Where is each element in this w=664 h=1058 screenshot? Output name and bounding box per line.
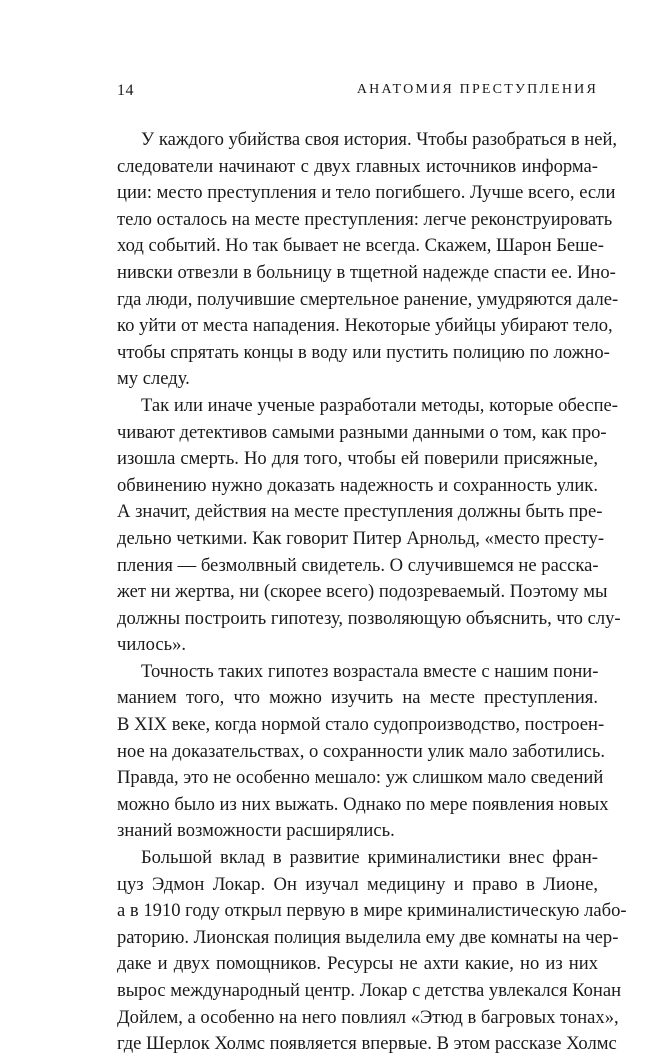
text-line: а в 1910 году открыл первую в мире криминалистическую лабо-	[117, 900, 627, 922]
text-line: манием того, что можно изучить на месте преступления.	[117, 687, 598, 709]
text-line: ко уйти от места нападения. Некоторые убийцы убирают тело,	[117, 315, 613, 337]
text-line: чтобы спрятать концы в воду или пустить полицию по ложно-	[117, 341, 610, 363]
text-line: му следу.	[117, 368, 190, 390]
text-line: чилось».	[117, 634, 187, 656]
text-line: гда люди, получившие смертельное ранение, умудряются дале-	[117, 288, 619, 310]
text-line: цуз Эдмон Локар. Он изучал медицину и право в Лионе,	[117, 873, 598, 895]
text-line: Большой вклад в развитие криминалистики внес фран-	[141, 847, 598, 869]
text-line: дельно четкими. Как говорит Питер Арнольд, «место престу-	[117, 527, 605, 549]
text-line: можно было из них выжать. Однако по мере появления новых	[117, 793, 609, 815]
text-line: знаний возможности расширялись.	[117, 820, 395, 842]
book-title: АНАТОМИЯ ПРЕСТУПЛЕНИЯ	[356, 82, 598, 97]
text-line: ход событий. Но так бывает не всегда. Скажем, Шарон Беше-	[117, 235, 604, 257]
text-line: А значит, действия на месте преступления должны быть пре-	[117, 501, 603, 523]
text-line: обвинению нужно доказать надежность и сохранность улик.	[117, 474, 598, 496]
page-number: 14	[117, 82, 134, 99]
text-line: В XIX веке, когда нормой стало судопроизводство, построен-	[117, 714, 605, 736]
text-line: У каждого убийства своя история. Чтобы разобраться в ней,	[141, 129, 618, 150]
text-line: раторию. Лионская полиция выделила ему две комнаты на чер-	[117, 926, 619, 948]
text-line: ции: место преступления и тело погибшего. Лучше всего, если	[117, 182, 616, 204]
text-line: пления — безмолвный свидетель. О случившемся не расска-	[117, 554, 599, 576]
text-line: изошла смерть. Но для того, чтобы ей поверили присяжные,	[117, 448, 598, 470]
text-line: даке и двух помощников. Ресурсы не ахти какие, но из них	[117, 953, 598, 975]
text-line: Дойлем, а особенно на него повлиял «Этюд в багровых тонах»,	[117, 1006, 619, 1028]
text-line: должны построить гипотезу, позволяющую объяснить, что слу-	[117, 607, 621, 629]
paragraph	[117, 393, 621, 659]
text-line: Правда, это не особенно мешало: уж слишком мало сведений	[117, 767, 604, 789]
paragraph	[117, 845, 627, 1058]
text-line: следователи начинают с двух главных источников информа-	[117, 155, 598, 177]
paragraph	[117, 659, 609, 845]
running-header	[117, 82, 598, 106]
text-line: тело осталось на месте преступления: легче реконструировать	[117, 208, 613, 230]
text-line: нивски отвезли в больницу в тщетной надежде спасти ее. Ино-	[117, 261, 616, 283]
text-line: где Шерлок Холмс появляется впервые. В этом рассказе Холмс	[117, 1033, 617, 1055]
text-line: жет ни жертва, ни (скорее всего) подозреваемый. Поэтому мы	[117, 581, 608, 603]
body-text	[117, 127, 627, 1058]
text-line: Точность таких гипотез возрастала вместе с нашим пони-	[141, 660, 599, 682]
text-line: Так или иначе ученые разработали методы, которые обеспе-	[141, 394, 618, 416]
text-line: ное на доказательствах, о сохранности улик мало заботились.	[117, 740, 605, 762]
text-line: вырос международный центр. Локар с детства увлекался Конан	[117, 980, 622, 1001]
paragraph	[117, 127, 619, 393]
text-line: чивают детективов самыми разными данными о том, как про-	[117, 421, 607, 443]
